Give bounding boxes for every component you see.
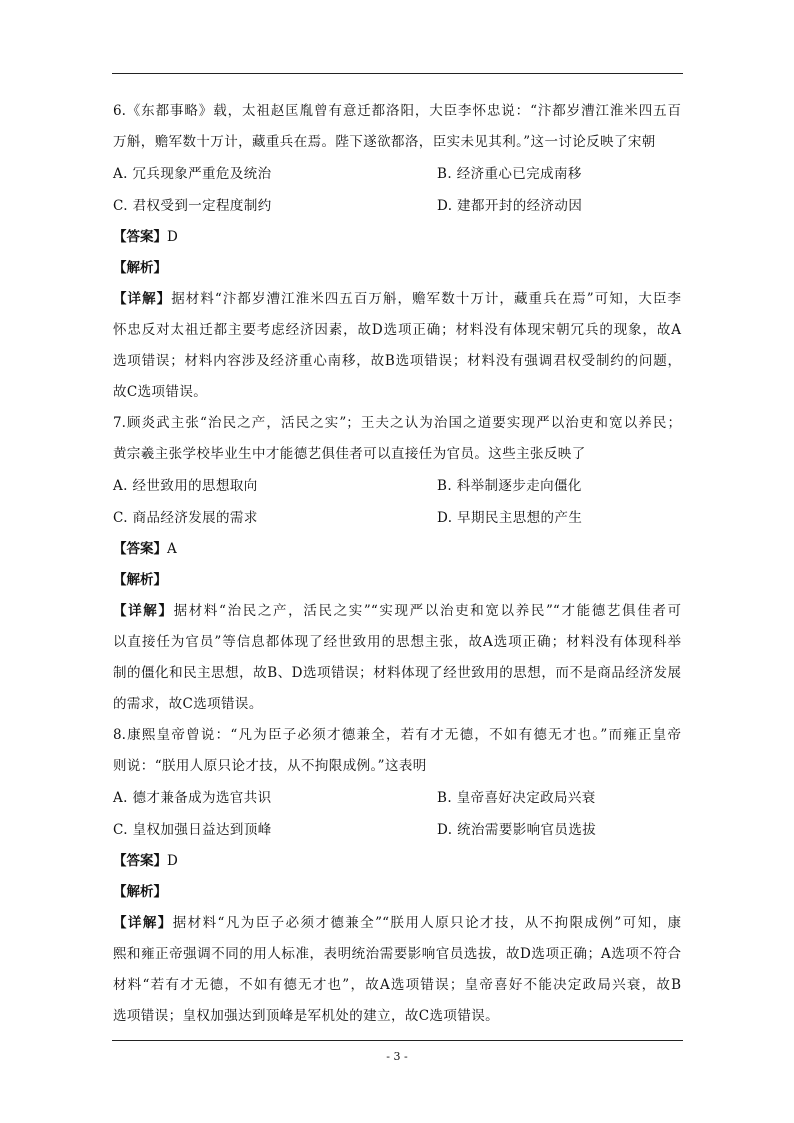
question-6-detail-line-4: 故C选项错误。 — [113, 384, 208, 400]
question-8-stem-line-1: 8.康熙皇帝曾说：“凡为臣子必须才德兼全，若有才无德，不如有德无才也。”而雍正皇帝 — [113, 727, 681, 743]
answer-label: 【答案】 — [113, 541, 167, 557]
question-7-answer — [113, 540, 177, 558]
detail-text: 据材料“汴都岁漕江淮米四五百万斛，赡军数十万计，藏重兵在焉”可知，大臣李 — [171, 291, 681, 307]
question-6-option-a: A. 冗兵现象严重危及统治 — [113, 166, 272, 182]
question-8-option-c: C. 皇权加强日益达到顶峰 — [113, 822, 272, 838]
question-8-option-b: B. 皇帝喜好决定政局兴衰 — [437, 790, 596, 806]
question-6-detail-line-2: 怀忠反对太祖迁都主要考虑经济因素，故D选项正确；材料没有体现宋朝冗兵的现象，故A — [113, 322, 681, 338]
detail-label: 【详解】 — [113, 291, 172, 307]
question-6-detail-line-3: 选项错误；材料内容涉及经济重心南移，故B选项错误；材料没有强调君权受制约的问题， — [113, 353, 681, 369]
question-6-stem-line-2: 万斛，赡军数十万计，藏重兵在焉。陛下遂欲都洛，臣实未见其利。”这一讨论反映了宋朝 — [113, 134, 656, 150]
question-6-analysis-label: 【解析】 — [113, 260, 167, 276]
header-rule — [112, 73, 683, 74]
page-number: - 3 - — [386, 1050, 408, 1063]
question-7-detail-line-2: 以直接任为官员”等信息都体现了经世致用的思想主张，故A选项正确；材料没有体现科举 — [113, 634, 681, 650]
detail-label: 【详解】 — [113, 915, 173, 931]
question-6-option-b: B. 经济重心已完成南移 — [437, 166, 582, 182]
question-8-option-d: D. 统治需要影响官员选拔 — [437, 822, 597, 838]
answer-label: 【答案】 — [113, 229, 167, 245]
question-8-option-a: A. 德才兼备成为选官共识 — [113, 790, 272, 806]
question-7-detail-line-3: 制的僵化和民主思想，故B、D选项错误；材料体现了经世致用的思想，而不是商品经济发展 — [113, 665, 681, 681]
question-6-option-d: D. 建都开封的经济动因 — [437, 198, 583, 214]
answer-value: A — [167, 541, 177, 557]
question-7-detail-line-1 — [113, 602, 681, 620]
question-8-detail-line-2: 熙和雍正帝强调不同的用人标准，表明统治需要影响官员选拔，故D选项正确；A选项不符合 — [113, 946, 681, 962]
question-8-answer — [113, 852, 178, 870]
question-6-answer — [113, 228, 178, 246]
answer-value: D — [167, 853, 178, 869]
question-7-stem-line-2: 黄宗羲主张学校毕业生中才能德艺俱佳者可以直接任为官员。这些主张反映了 — [113, 446, 586, 462]
answer-value: D — [167, 229, 178, 245]
answer-label: 【答案】 — [113, 853, 167, 869]
question-8-analysis-label: 【解析】 — [113, 884, 167, 900]
detail-text: 据材料“凡为臣子必须才德兼全”“朕用人原只论才技，从不拘限成例”可知，康 — [172, 915, 682, 931]
question-7-option-d: D. 早期民主思想的产生 — [437, 510, 583, 526]
question-7-stem-line-1: 7.顾炎武主张“治民之产，活民之实”；王夫之认为治国之道要实现严以治吏和宽以养民； — [113, 415, 681, 431]
question-7-option-c: C. 商品经济发展的需求 — [113, 510, 258, 526]
question-8-detail-line-1 — [113, 914, 681, 932]
question-6-stem-line-1: 6.《东都事略》载，太祖赵匡胤曾有意迁都洛阳，大臣李怀忠说：“汴都岁漕江淮米四五百 — [113, 103, 681, 119]
question-7-detail-line-4: 的需求，故C选项错误。 — [113, 696, 263, 712]
question-7-option-b: B. 科举制逐步走向僵化 — [437, 478, 582, 494]
footer-rule — [112, 1040, 683, 1041]
question-8-detail-line-4: 选项错误；皇权加强达到顶峰是军机处的建立，故C选项错误。 — [113, 1008, 500, 1024]
detail-label: 【详解】 — [113, 603, 174, 619]
question-6-option-c: C. 君权受到一定程度制约 — [113, 198, 272, 214]
detail-text: 据材料“治民之产，活民之实”“实现严以治吏和宽以养民”“才能德艺俱佳者可 — [173, 603, 681, 619]
question-7-analysis-label: 【解析】 — [113, 572, 167, 588]
question-8-detail-line-3: 材料“若有才无德，不如有德无才也”，故A选项错误；皇帝喜好不能决定政局兴衰，故B — [113, 977, 681, 993]
question-7-option-a: A. 经世致用的思想取向 — [113, 478, 258, 494]
question-6-detail-line-1 — [113, 290, 681, 308]
question-8-stem-line-2: 则说：“朕用人原只论才技，从不拘限成例。”这表明 — [113, 758, 427, 774]
